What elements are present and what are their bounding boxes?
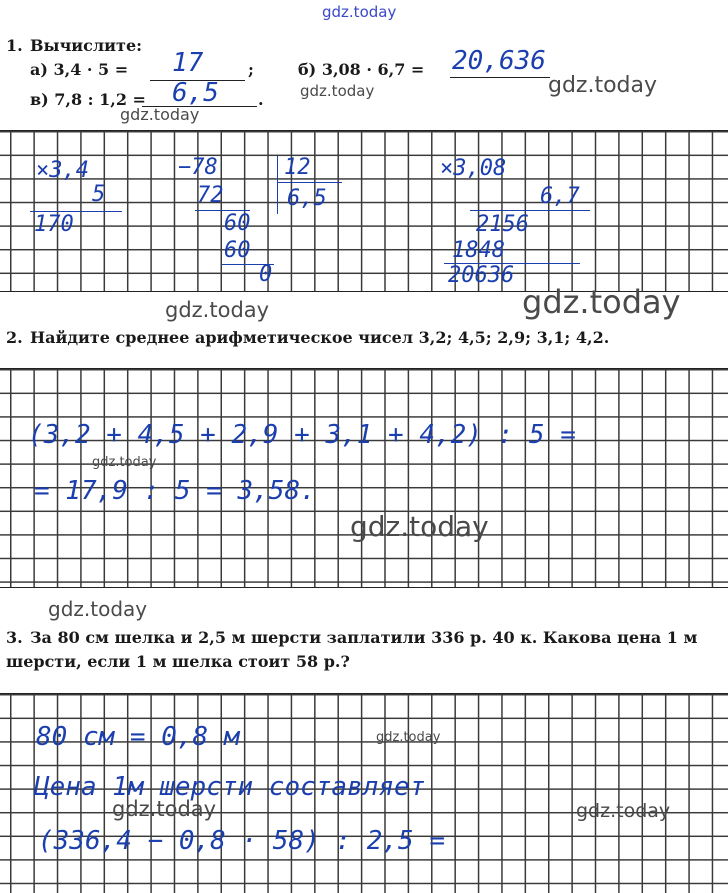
task-3-heading	[6, 626, 722, 674]
work-b-row4: 1848	[452, 238, 505, 263]
work-v-row3: 60	[224, 211, 251, 236]
work-b-row3: 2156	[476, 212, 529, 237]
task-3-line-3: (336,4 − 0,8 · 58) : 2,5 =	[38, 826, 445, 856]
work-v-row2: 72	[197, 183, 224, 208]
answer-v: 6,5	[172, 78, 219, 108]
task-title: Вычислите:	[30, 36, 143, 55]
watermark: gdz.today	[576, 800, 671, 822]
task-number: 3.	[6, 628, 23, 647]
task-3-line-2: Цена 1м шерсти составляет	[34, 772, 426, 802]
watermark-top: gdz.today	[322, 3, 397, 21]
task-title: Найдите среднее арифметическое чисел 3,2; 4,5; 2,9; 3,1; 4,2.	[30, 328, 610, 347]
item-b-label: б) 3,08 · 6,7 =	[298, 60, 425, 79]
work-v-divisor: 12	[284, 155, 311, 180]
answer-line-b	[450, 77, 550, 78]
work-b-row1: ×3,08	[440, 156, 507, 181]
item-v-end: .	[258, 90, 264, 109]
work-a-row2: 5	[92, 182, 106, 207]
watermark: gdz.today	[92, 455, 157, 470]
task-2-line-2: = 17,9 : 5 = 3,58.	[34, 476, 316, 506]
watermark: gdz.today	[376, 730, 441, 745]
task-3-line-1: 80 см = 0,8 м	[36, 722, 240, 752]
item-v-label: в) 7,8 : 1,2 =	[30, 90, 146, 109]
work-v-divisor-rule	[277, 182, 342, 183]
answer-b: 20,636	[452, 46, 546, 76]
watermark: gdz.today	[120, 105, 200, 124]
work-a-row1: ×3,4	[36, 158, 89, 183]
watermark: gdz.today	[300, 82, 375, 100]
task-2-heading	[6, 327, 722, 349]
task-1-heading	[6, 35, 142, 57]
work-v-row4: 60	[224, 238, 251, 263]
watermark: gdz.today	[165, 298, 270, 322]
work-b-row2: 6,7	[540, 184, 580, 209]
watermark: gdz.today	[522, 283, 681, 321]
watermark: gdz.today	[350, 510, 489, 543]
work-v-divider	[277, 156, 278, 214]
task-2-line-1: (3,2 + 4,5 + 2,9 + 3,1 + 4,2) : 5 =	[28, 420, 576, 450]
work-a-row3: 170	[34, 212, 74, 237]
item-a-end: ;	[248, 60, 254, 79]
work-v-quotient: 6,5	[287, 186, 327, 211]
task-number: 2.	[6, 328, 23, 347]
item-a-label: а) 3,4 · 5 =	[30, 60, 129, 79]
watermark: gdz.today	[112, 797, 217, 821]
work-v-row1: −78	[178, 155, 218, 180]
watermark: gdz.today	[548, 73, 658, 98]
watermark: gdz.today	[48, 597, 148, 621]
task-number: 1.	[6, 36, 23, 55]
work-b-row5: 20636	[448, 263, 515, 288]
task-title: За 80 см шелка и 2,5 м шерсти заплатили 336 р. 40 к. Какова цена 1 м шерсти, если 1 м шелка стоит 58 р.?	[6, 628, 698, 671]
work-b-rule-1	[470, 210, 590, 211]
answer-a: 17	[172, 48, 204, 78]
work-v-row5: 0	[259, 262, 273, 287]
